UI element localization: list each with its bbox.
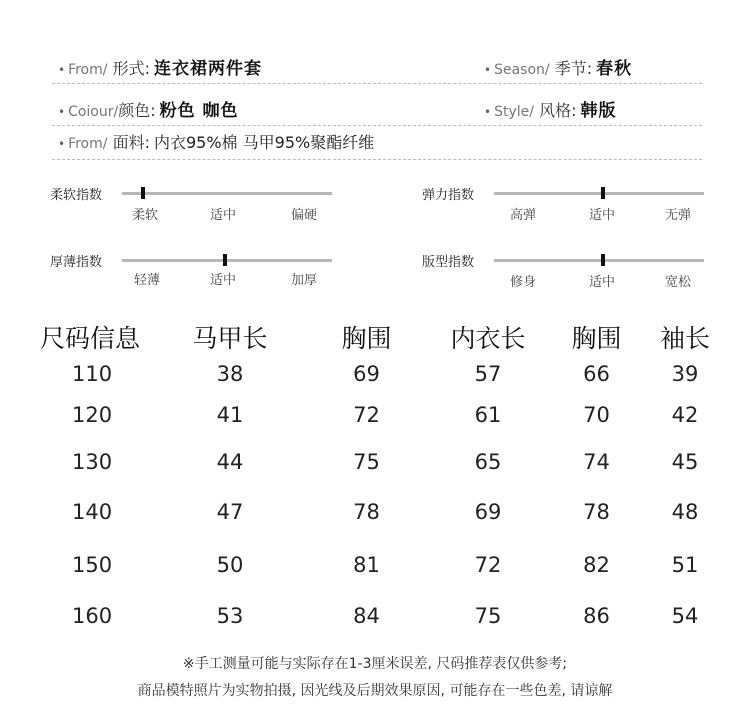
bullet: • xyxy=(58,105,66,119)
table-row xyxy=(40,356,720,392)
table-cell: 84 xyxy=(353,604,380,628)
header-vest-length: 马甲长 xyxy=(192,324,268,353)
table-cell: 66 xyxy=(583,362,610,386)
table-cell: 61 xyxy=(474,402,502,427)
info-value-colour: 粉色 咖色 xyxy=(159,101,239,121)
table-row xyxy=(40,591,720,641)
info-colour xyxy=(58,96,239,121)
table-cell: 65 xyxy=(474,449,502,474)
table-cell: 75 xyxy=(353,449,380,474)
index-track xyxy=(122,259,332,262)
info-label-en: From/ xyxy=(68,136,108,152)
bullet: • xyxy=(484,105,492,119)
table-cell: 82 xyxy=(583,552,610,577)
index-option-high: 宽松 xyxy=(664,275,692,290)
index-option-mid: 适中 xyxy=(209,208,237,223)
info-label-en: Season/ xyxy=(494,62,550,78)
index-marker xyxy=(601,254,605,266)
info-label-cn: 风格: xyxy=(539,101,577,120)
bullet: • xyxy=(58,137,66,151)
header-size-info: 尺码信息 xyxy=(40,324,141,353)
header-vest-chest: 胸围 xyxy=(341,324,392,353)
table-cell: 57 xyxy=(474,362,502,386)
table-cell: 72 xyxy=(474,552,502,577)
bullet: • xyxy=(58,63,66,77)
index-title: 厚薄指数 xyxy=(50,255,103,270)
table-cell: 69 xyxy=(474,500,502,524)
header-inner-chest: 胸围 xyxy=(571,324,622,353)
info-row-form-season xyxy=(52,44,702,84)
table-cell: 54 xyxy=(671,604,699,628)
table-cell: 140 xyxy=(72,500,113,524)
index-option-low: 修身 xyxy=(509,275,537,290)
info-label-cn: 面料: xyxy=(112,133,150,152)
elasticity-index xyxy=(422,184,750,228)
table-cell: 74 xyxy=(583,449,610,474)
thickness-index xyxy=(50,251,380,295)
table-row xyxy=(40,437,720,486)
table-cell: 38 xyxy=(216,362,244,386)
table-cell: 39 xyxy=(671,362,699,386)
dashed-divider xyxy=(52,83,702,84)
info-value-season: 春秋 xyxy=(596,59,633,79)
table-cell: 42 xyxy=(671,402,699,427)
index-marker xyxy=(601,187,605,199)
table-cell: 130 xyxy=(72,449,113,474)
fit-index xyxy=(422,251,750,295)
table-cell: 81 xyxy=(353,552,380,577)
table-cell: 120 xyxy=(72,402,113,427)
table-cell: 78 xyxy=(583,500,610,524)
table-cell: 75 xyxy=(474,604,502,628)
info-label-cn: 季节: xyxy=(554,59,593,78)
index-title: 柔软指数 xyxy=(50,188,103,203)
table-cell: 72 xyxy=(353,402,380,427)
index-marker xyxy=(141,187,145,199)
info-label-cn: 形式: xyxy=(112,59,150,78)
info-form xyxy=(58,54,262,79)
index-option-low: 柔软 xyxy=(131,208,159,223)
table-row xyxy=(40,486,720,538)
info-style xyxy=(484,96,616,121)
index-track xyxy=(494,259,704,262)
info-value-form: 连衣裙两件套 xyxy=(153,59,262,79)
index-option-high: 偏硬 xyxy=(290,208,318,223)
table-cell: 53 xyxy=(216,604,244,628)
index-option-mid: 适中 xyxy=(209,273,237,288)
table-cell: 160 xyxy=(72,604,113,628)
softness-index xyxy=(50,184,380,228)
size-table xyxy=(40,318,720,641)
table-cell: 78 xyxy=(353,500,380,524)
table-cell: 150 xyxy=(72,552,113,577)
header-sleeve-length: 袖长 xyxy=(659,324,710,353)
table-cell: 48 xyxy=(671,500,699,524)
index-track xyxy=(494,192,704,195)
index-title: 版型指数 xyxy=(422,255,475,270)
index-option-low: 高弹 xyxy=(509,208,537,223)
info-label-en: From/ xyxy=(68,62,108,78)
info-fabric xyxy=(58,130,374,153)
dashed-divider xyxy=(52,159,702,160)
table-cell: 69 xyxy=(353,362,380,386)
index-option-mid: 适中 xyxy=(588,208,616,223)
index-track xyxy=(122,192,332,195)
info-value-style: 韩版 xyxy=(580,101,617,121)
info-season xyxy=(484,54,632,79)
info-label-en: Coiour/ xyxy=(68,104,119,120)
table-cell: 51 xyxy=(671,552,699,577)
index-option-low: 轻薄 xyxy=(133,273,161,288)
info-label-en: Style/ xyxy=(494,104,534,120)
table-cell: 47 xyxy=(216,500,244,524)
size-table-header xyxy=(40,318,720,356)
table-cell: 41 xyxy=(216,402,244,427)
header-inner-length: 内衣长 xyxy=(450,324,526,353)
info-row-fabric xyxy=(52,120,702,160)
index-option-mid: 适中 xyxy=(588,275,616,290)
index-title: 弹力指数 xyxy=(422,188,475,203)
index-option-high: 无弹 xyxy=(664,208,692,223)
info-label-cn: 颜色: xyxy=(118,101,156,120)
table-cell: 110 xyxy=(72,362,113,386)
index-marker xyxy=(223,254,227,266)
bullet: • xyxy=(484,63,492,77)
color-disclaimer: 商品模特照片为实物拍摄, 因光线及后期效果原因, 可能存在一些色差, 请谅解 xyxy=(137,683,613,699)
table-row xyxy=(40,392,720,437)
table-cell: 45 xyxy=(671,449,699,474)
measurement-note: ※手工测量可能与实际存在1-3厘米误差, 尺码推荐表仅供参考; xyxy=(182,656,568,672)
table-cell: 50 xyxy=(216,552,244,577)
index-option-high: 加厚 xyxy=(290,273,318,288)
table-cell: 86 xyxy=(583,604,610,628)
table-row xyxy=(40,538,720,591)
table-cell: 70 xyxy=(583,402,610,427)
table-cell: 44 xyxy=(216,449,244,474)
info-value-fabric: 内衣95%棉 马甲95%聚酯纤维 xyxy=(153,133,375,152)
